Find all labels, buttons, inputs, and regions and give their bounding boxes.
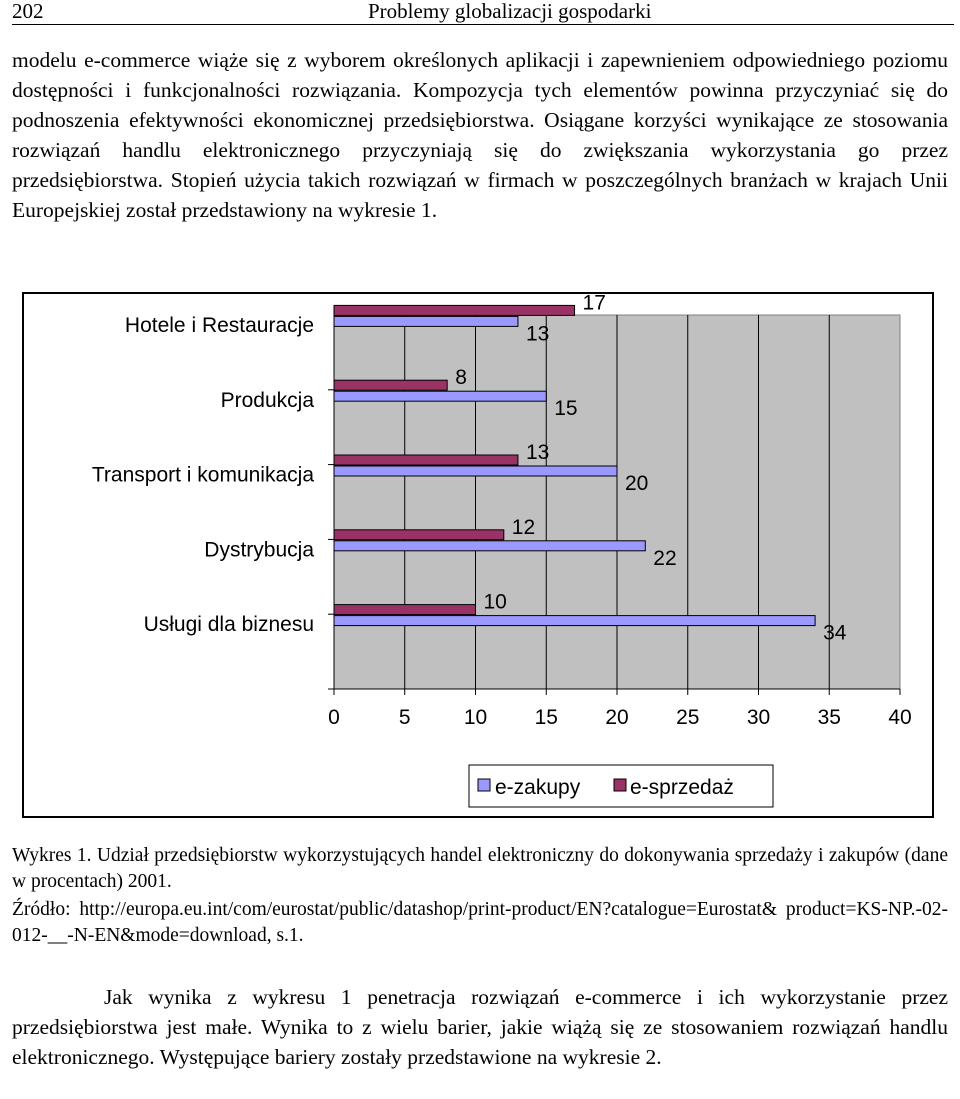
legend-swatch-e-zakupy: [478, 779, 490, 791]
data-label-e-zakupy: 22: [653, 546, 677, 570]
bar-e-sprzedaz: [334, 380, 447, 390]
bar-e-sprzedaz: [334, 455, 518, 465]
legend-label-e-zakupy: e-zakupy: [495, 776, 581, 799]
bar-e-zakupy: [334, 316, 518, 326]
x-tick-label: 30: [746, 706, 771, 729]
category-label: Dystrybucja: [204, 538, 314, 562]
category-label: Hotele i Restauracje: [124, 314, 314, 337]
bar-e-sprzedaz: [334, 530, 504, 540]
data-label-e-zakupy: 34: [823, 621, 847, 645]
bar-e-zakupy: [334, 541, 645, 551]
intro-paragraph: modelu e-commerce wiąże się z wyborem określonych aplikacji i zapewnieniem odpowiedniego poziomu dostępności i funkcjonalności rozwiązania. Kompozycja tych elementów powinna przyczyniać się do podnoszenia efektywności ekonomicznej przedsiębiorstwa. Osiągane korzyści wynikające ze stosowania rozwiązań handlu elektronicznego przyczyniają się do zwiększania wykorzystania go przez przedsiębiorstwa. Stopień użycia takich rozwiązań w firmach w poszczególnych branżach w krajach Unii Europejskiej został przedstawiony na wykresie 1.: [12, 48, 948, 222]
category-label: Transport i komunikacja: [91, 463, 314, 487]
page-number: 202: [12, 0, 44, 23]
bar-e-zakupy: [334, 466, 617, 476]
data-label-e-zakupy: 13: [525, 322, 550, 346]
legend-label-e-sprzedaz: e-sprzedaż: [630, 776, 734, 799]
bar-e-zakupy: [334, 616, 815, 626]
running-title: Problemy globalizacji gospodarki: [368, 0, 652, 23]
running-header: [12, 0, 954, 25]
x-tick-label: 25: [676, 706, 700, 729]
data-label-e-sprzedaz: 17: [582, 294, 606, 315]
legend-swatch-e-sprzedaz: [614, 779, 626, 791]
bar-e-sprzedaz: [334, 605, 476, 615]
x-tick-label: 5: [398, 706, 411, 729]
outro-paragraph: Jak wynika z wykresu 1 penetracja rozwiązań e-commerce i ich wykorzystanie przez przedsiębiorstwa jest małe. Wynika to z wielu barier, jakie wiążą się ze stosowaniem rozwiązań handlu elektronicznego. Występujące bariery zostały przedstawione na wykresie 2.: [12, 985, 948, 1069]
bar-e-sprzedaz: [334, 305, 575, 315]
figure-caption: Wykres 1. Udział przedsiębiorstw wykorzystujących handel elektroniczny do dokonywania sprzedaży i zakupów (dane w procentach) 2001.: [12, 845, 948, 892]
data-label-e-sprzedaz: 10: [483, 590, 507, 614]
x-tick-label: 20: [605, 706, 629, 729]
x-tick-label: 0: [328, 706, 340, 729]
bar-e-zakupy: [334, 391, 546, 401]
bar-chart: [24, 294, 932, 816]
data-label-e-zakupy: 20: [625, 472, 649, 495]
category-label: Usługi dla biznesu: [143, 613, 314, 637]
x-tick-label: 10: [463, 706, 488, 729]
data-label-e-sprzedaz: 8: [455, 366, 467, 390]
x-tick-label: 40: [888, 706, 912, 729]
x-tick-label: 35: [817, 706, 841, 729]
category-label: Produkcja: [220, 388, 314, 412]
data-label-e-sprzedaz: 13: [525, 441, 550, 464]
data-label-e-sprzedaz: 12: [511, 515, 536, 539]
figure-source: Źródło: http://europa.eu.int/com/eurostat/public/datashop/print-product/EN?catalogue=Eurostat& product=KS-NP.-02-012-__-N-EN&mode=download, s.1.: [12, 899, 948, 946]
chart-frame: [22, 292, 934, 818]
x-tick-label: 15: [534, 706, 558, 729]
data-label-e-zakupy: 15: [554, 397, 578, 421]
